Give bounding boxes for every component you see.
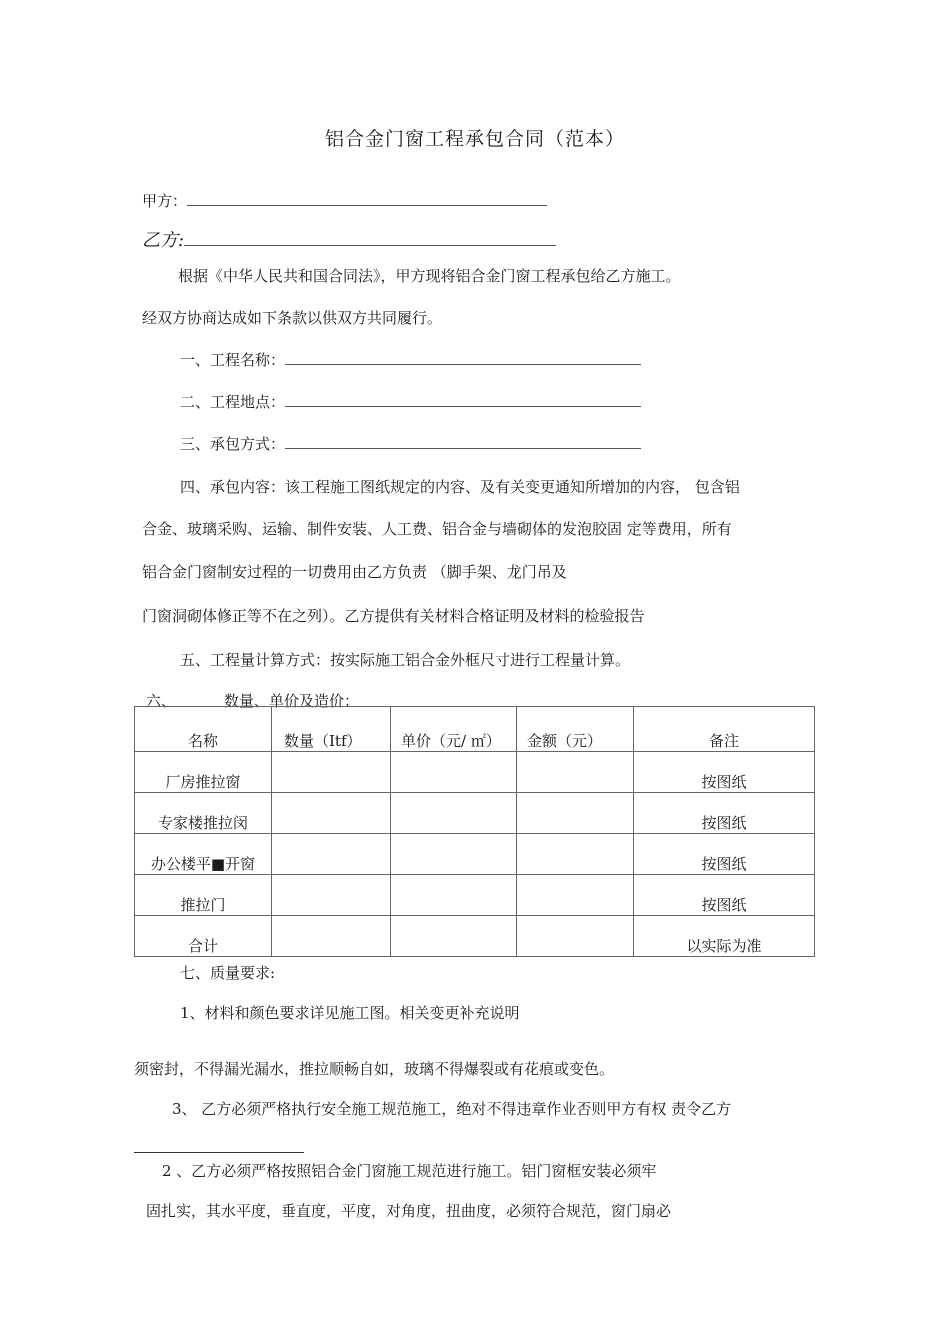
clause-2-label: 二、工程地点： (180, 393, 286, 411)
clause-3-label: 三、承包方式： (180, 435, 286, 453)
clause-6-text: 数量、单价及造价： (224, 692, 360, 710)
row-remarks: 按图纸 (634, 834, 815, 875)
clause-7: 七、质量要求: (180, 964, 276, 982)
total-amount[interactable] (517, 916, 634, 957)
total-remarks: 以实际为准 (634, 916, 815, 957)
row-amount[interactable] (517, 875, 634, 916)
clause-1-label: 一、工程名称： (180, 351, 286, 369)
document-title: 铝合金门窗工程承包合同（范本） (324, 128, 625, 150)
row-name: 办公楼平■开窗 (135, 834, 272, 875)
row-remarks: 按图纸 (634, 793, 815, 834)
quality-item-3: 3、 乙方必须严格执行安全施工规范施工，绝对不得违章作业否则甲方有权 责令乙方 (172, 1100, 732, 1118)
row-name: 厂房推拉窗 (135, 752, 272, 793)
row-unit-price[interactable] (391, 793, 517, 834)
clause-1-row (180, 349, 641, 370)
clause-2-row (180, 391, 641, 412)
party-b-row (142, 226, 556, 252)
row-amount[interactable] (517, 834, 634, 875)
row-quantity[interactable] (272, 793, 391, 834)
header-unit-price: 单价（元/ ㎡） (391, 707, 517, 752)
row-unit-price[interactable] (391, 875, 517, 916)
total-unit-price[interactable] (391, 916, 517, 957)
table-header-row (135, 707, 815, 752)
quote-table (134, 706, 815, 957)
footnote-line-2: 固扎实，其水平度，垂直度，平度，对角度，扭曲度，必须符合规范，窗门扇必 (146, 1202, 672, 1220)
party-a-blank[interactable] (187, 205, 547, 206)
clause-6-number: 六、 (146, 692, 177, 710)
clause-4-line-1: 四、承包内容：该工程施工图纸规定的内容、及有关变更通知所增加的内容， 包含铝 (180, 478, 740, 496)
row-name: 专家楼推拉闵 (135, 793, 272, 834)
table-row (135, 793, 815, 834)
total-quantity[interactable] (272, 916, 391, 957)
clause-4-line-4: 门窗洞砌体修正等不在之列）。乙方提供有关材料合格证明及材料的检验报告 (142, 607, 645, 625)
footnote-line-1: 2 、乙方必须严格按照铝合金门窗施工规范进行施工。铝门窗框安装必须牢 (162, 1162, 657, 1180)
row-remarks: 按图纸 (634, 875, 815, 916)
table-total-row (135, 916, 815, 957)
header-name: 名称 (135, 707, 272, 752)
row-quantity[interactable] (272, 875, 391, 916)
party-b-blank[interactable] (184, 245, 556, 246)
footnote-divider (134, 1152, 304, 1153)
clause-5: 五、工程量计算方式：按实际施工铝合金外框尺寸进行工程量计算。 (180, 651, 631, 669)
project-name-blank[interactable] (285, 364, 641, 365)
row-remarks: 按图纸 (634, 752, 815, 793)
party-a-row (142, 190, 547, 211)
clause-4-line-2: 合金、玻璃采购、运输、制件安装、人工费、铝合金与墙砌体的发泡胶固 定等费用，所有 (142, 520, 732, 538)
quality-item-1-continued: 须密封，不得漏光漏水，推拉顺畅自如，玻璃不得爆裂或有花痕或变色。 (134, 1060, 615, 1078)
row-name: 推拉门 (135, 875, 272, 916)
total-label: 合计 (135, 916, 272, 957)
project-location-blank[interactable] (285, 406, 641, 407)
party-b-label: 乙方: (142, 230, 185, 251)
table-row (135, 834, 815, 875)
row-quantity[interactable] (272, 834, 391, 875)
clause-4-line-3: 铝合金门窗制安过程的一切费用由乙方负责 （脚手架、龙门吊及 (142, 563, 567, 581)
row-unit-price[interactable] (391, 834, 517, 875)
contract-method-blank[interactable] (285, 448, 641, 449)
row-amount[interactable] (517, 793, 634, 834)
header-remarks: 备注 (634, 707, 815, 752)
quality-item-1: 1、材料和颜色要求详见施工图。相关变更补充说明 (180, 1004, 520, 1022)
party-a-label: 甲方： (142, 192, 188, 210)
header-amount: 金额（元） (517, 707, 634, 752)
row-unit-price[interactable] (391, 752, 517, 793)
table-row (135, 875, 815, 916)
row-amount[interactable] (517, 752, 634, 793)
intro-line-2: 经双方协商达成如下条款以供双方共同履行。 (142, 309, 443, 327)
intro-line-1: 根据《中华人民共和国合同法》，甲方现将铝合金门窗工程承包给乙方施工。 (178, 267, 681, 285)
header-quantity: 数量（Itf） (272, 707, 391, 752)
row-quantity[interactable] (272, 752, 391, 793)
table-row (135, 752, 815, 793)
clause-3-row (180, 433, 641, 454)
